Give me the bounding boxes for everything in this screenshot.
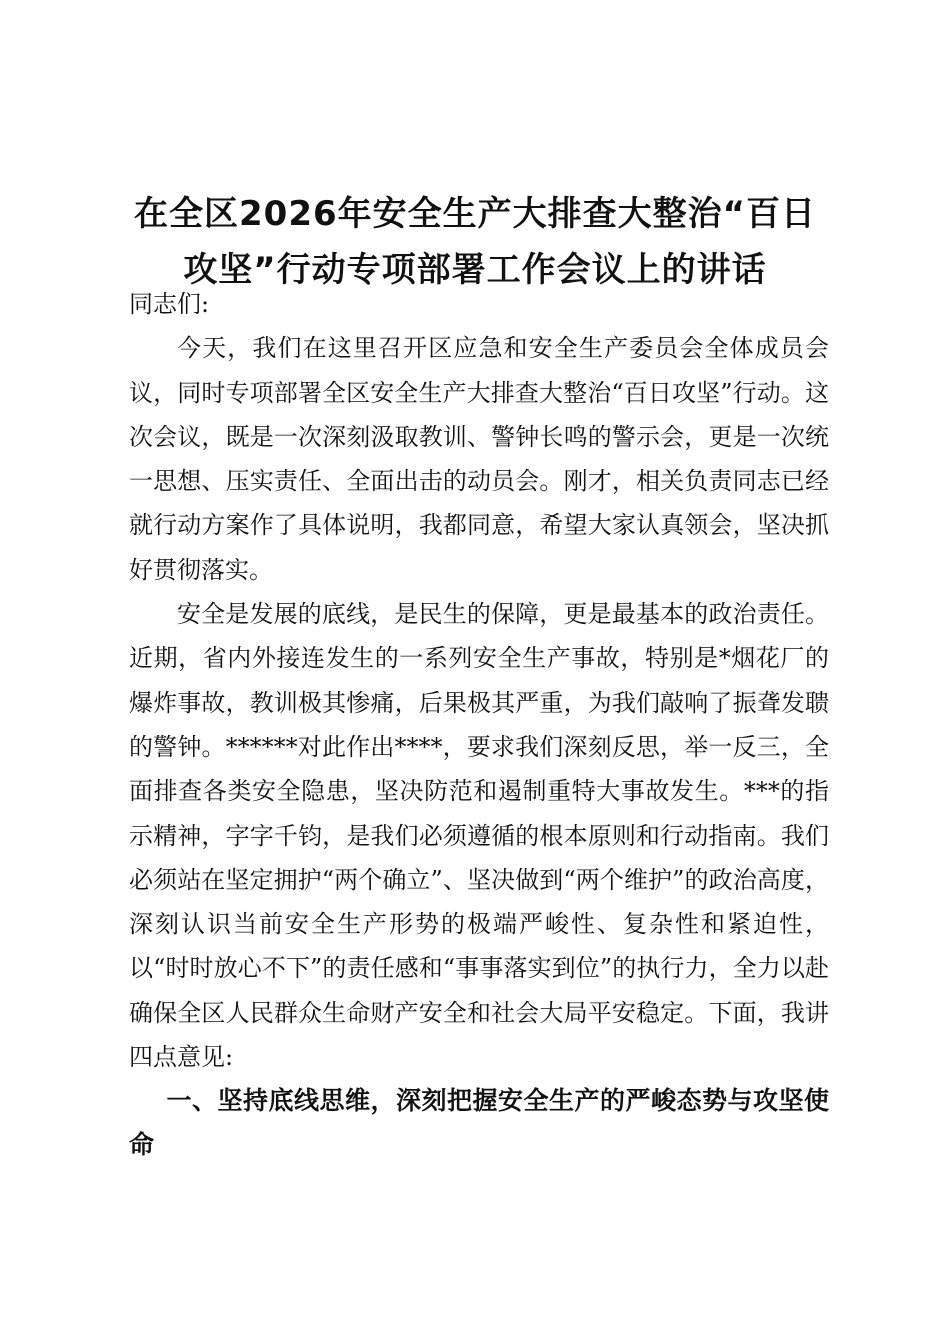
paragraph-safety-situation: 安全是发展的底线，是民生的保障，更是最基本的政治责任。近期，省内外接连发生的一系列安全生产事故，特别是*烟花厂的爆炸事故，教训极其惨痛，后果极其严重，为我们敲响了振聋发聩的警钟。******对此作出****，要求我们深刻反思，举一反三，全面排查各类安全隐患，坚决防范和遏制重特大事故发生。***的指示精神，字字千钧，是我们必须遵循的根本原则和行动指南。我们必须站在坚定拥护“两个确立”、坚决做到“两个维护”的政治高度，深刻认识当前安全生产形势的极端严峻性、复杂性和紧迫性，以“时时放心不下”的责任感和“事事落实到位”的执行力，全力以赴确保全区人民群众生命财产安全和社会大局平安稳定。下面，我讲四点意见: [129,600,829,1072]
document-title: 在全区2026年安全生产大排查大整治“百日攻坚”行动专项部署工作会议上的讲话 [134,193,816,290]
paragraph-opening: 今天，我们在这里召开区应急和安全生产委员会全体成员会议，同时专项部署全区安全生产大排查大整治“百日攻坚”行动。这次会议，既是一次深刻汲取教训、警钟长鸣的警示会，更是一次统一思想、压实责任、全面出击的动员会。刚才，相关负责同志已经就行动方案作了具体说明，我都同意，希望大家认真领会，坚决抓好贯彻落实。 [129,334,829,584]
salutation: 同志们: [129,290,210,318]
section-heading: 一、坚持底线思维，深刻把握安全生产的严峻态势与攻坚使命 [129,1086,829,1160]
document-body [129,282,829,1167]
